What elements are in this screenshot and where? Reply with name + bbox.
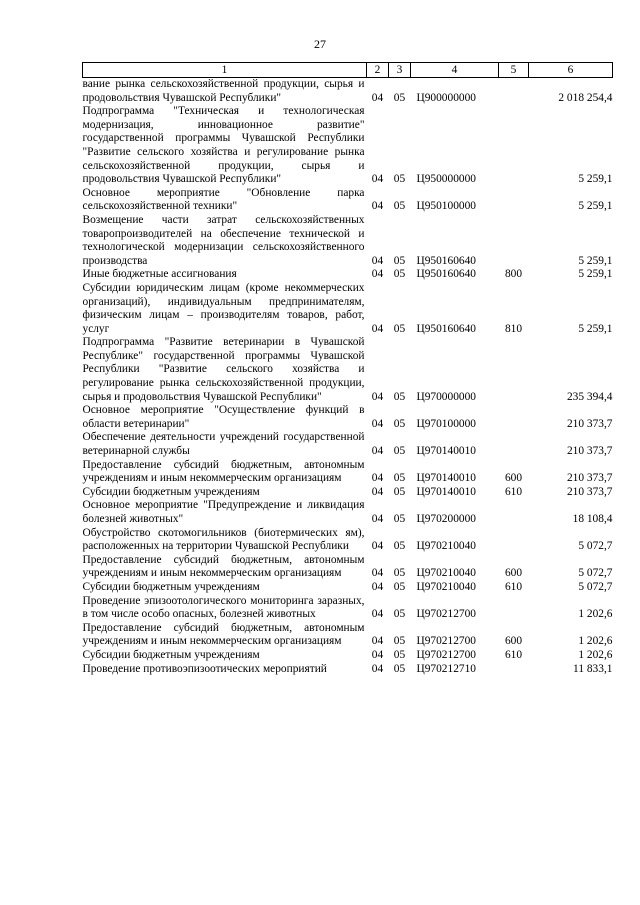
row-subsection-cell: 05 [393,200,406,213]
row-section-cell: 04 [371,580,384,593]
row-section-cell: 04 [371,567,384,580]
row-name-cell: Проведение противоэпизоотических мероприятий [82,662,327,675]
row-expense-type-cell: 610 [504,648,523,661]
row-expense-type-cell [499,595,529,622]
row-subsection-cell: 05 [393,608,406,621]
table-row [83,595,613,622]
row-subsection-cell: 05 [393,580,406,593]
row-expense-type-cell: 610 [504,580,523,593]
column-header-section: 2 [367,63,389,78]
row-target-code-cell: Ц970210040 [416,580,476,593]
table-row [83,459,613,486]
row-name-cell: Субсидии бюджетным учреждениям [82,485,260,498]
row-amount-cell: 1 202,6 [578,648,613,661]
row-name-cell: Основное мероприятие "Обновление парка сельскохозяйственной техники" [82,186,365,213]
row-target-code-cell: Ц970210040 [416,567,476,580]
row-name-cell: Предоставление субсидий бюджетным, автономным учреждениям и иным некоммерческим организациям [82,553,365,580]
row-target-code-cell: Ц970210040 [416,540,476,553]
row-name-cell: Предоставление субсидий бюджетным, автономным учреждениям и иным некоммерческим организациям [82,458,365,485]
row-section-cell: 04 [371,254,384,267]
row-amount-cell: 210 373,7 [566,485,613,498]
row-section-cell: 04 [371,200,384,213]
row-amount-cell: 5 259,1 [578,173,613,186]
row-subsection-cell: 05 [393,513,406,525]
row-target-code-cell: Ц970140010 [416,445,476,458]
row-section-cell: 04 [371,608,384,621]
row-amount-cell: 11 833,1 [573,662,613,675]
row-section-cell: 04 [371,322,384,335]
table-body [83,78,613,677]
row-section-cell: 04 [371,485,384,498]
row-amount-cell: 18 108,4 [572,513,613,525]
row-amount-cell: 5 072,7 [578,580,613,593]
row-amount-cell: 5 072,7 [578,540,613,553]
row-amount-cell: 1 202,6 [578,608,613,621]
row-name-cell: Субсидии бюджетным учреждениям [82,580,260,593]
row-subsection-cell: 05 [393,268,406,281]
row-target-code-cell: Ц950100000 [416,200,476,213]
table-row [83,622,613,649]
row-target-code-cell: Ц970212700 [416,635,476,648]
table-row [83,581,613,595]
column-header-name: 1 [83,63,367,78]
row-expense-type-cell: 600 [504,567,523,580]
row-target-code-cell: Ц970200000 [416,513,476,525]
row-name-cell: Возмещение части затрат сельскохозяйственных товаропроизводителей на обеспечение технической и технологической модернизации сельскохозяйственного производства [82,213,365,267]
table-row [83,187,613,214]
row-subsection-cell: 05 [393,91,406,104]
row-section-cell: 04 [371,445,384,458]
row-subsection-cell: 05 [393,648,406,661]
row-subsection-cell: 05 [393,472,406,485]
row-subsection-cell: 05 [393,445,406,458]
row-target-code-cell: Ц970000000 [416,390,476,403]
row-subsection-cell: 05 [393,390,406,403]
column-header-expense-type: 5 [499,63,529,78]
table-row [83,486,613,500]
row-amount-cell: 235 394,4 [566,390,613,403]
row-subsection-cell: 05 [393,322,406,335]
row-name-cell: Основное мероприятие "Осуществление функций в области ветеринарии" [82,404,365,430]
table-row [83,105,613,187]
table-row [83,431,613,458]
row-amount-cell: 5 259,1 [578,200,613,213]
row-expense-type-cell: 600 [504,472,523,485]
row-target-code-cell: Ц970212710 [416,662,476,675]
row-amount-cell: 210 373,7 [566,417,613,430]
row-expense-type-cell: 800 [504,268,523,281]
row-expense-type-cell [499,527,529,554]
row-target-code-cell: Ц950160640 [416,322,476,335]
row-section-cell: 04 [371,648,384,661]
row-section-cell: 04 [371,390,384,403]
row-subsection-cell: 05 [393,173,406,186]
table-row [83,663,613,677]
row-subsection-cell: 05 [393,567,406,580]
row-target-code-cell: Ц950160640 [416,254,476,267]
row-expense-type-cell [499,214,529,268]
row-name-cell: вание рынка сельскохозяйственной продукции, сырья и продовольствия Чувашской Республики" [82,78,365,104]
row-name-cell: Проведение эпизоотологического мониторинга заразных, в том числе особо опасных, болезней животных [82,594,365,621]
row-expense-type-cell: 810 [504,322,523,335]
row-expense-type-cell [499,663,529,677]
table-header [83,63,613,78]
row-amount-cell: 5 072,7 [578,567,613,580]
row-amount-cell: 210 373,7 [566,472,613,485]
row-target-code-cell: Ц950000000 [416,173,476,186]
row-name-cell: Обустройство скотомогильников (биотермических ям), расположенных на территории Чувашской Республики [82,526,365,553]
row-subsection-cell: 05 [393,635,406,648]
row-section-cell: 04 [371,540,384,553]
table-row [83,336,613,404]
page-number: 27 [314,37,326,51]
table-row [83,268,613,282]
row-subsection-cell: 05 [393,662,406,675]
row-expense-type-cell [499,78,529,106]
row-name-cell: Иные бюджетные ассигнования [82,268,237,281]
row-amount-cell: 210 373,7 [566,445,613,458]
row-expense-type-cell [499,336,529,404]
row-expense-type-cell [499,404,529,431]
table-row [83,214,613,268]
row-expense-type-cell [499,187,529,214]
row-target-code-cell: Ц970140010 [416,485,476,498]
row-expense-type-cell: 610 [504,485,523,498]
row-section-cell: 04 [371,662,384,675]
column-header-subsection: 3 [389,63,411,78]
row-target-code-cell: Ц950160640 [416,268,476,281]
row-expense-type-cell: 600 [504,635,523,648]
row-amount-cell: 5 259,1 [578,268,613,281]
row-expense-type-cell [499,499,529,526]
row-subsection-cell: 05 [393,540,406,553]
row-section-cell: 04 [371,173,384,186]
row-section-cell: 04 [371,91,384,104]
table-row [83,404,613,431]
row-subsection-cell: 05 [393,254,406,267]
row-name-cell: Субсидии юридическим лицам (кроме некоммерческих организаций), индивидуальным предпринимателям, физическим лицам – производителям товаров, работ, услуг [82,281,365,335]
row-subsection-cell: 05 [393,417,406,430]
row-target-code-cell: Ц970140010 [416,472,476,485]
row-amount-cell: 2 018 254,4 [558,91,613,104]
column-header-amount: 6 [529,63,613,78]
table-row [83,554,613,581]
row-expense-type-cell [499,431,529,458]
row-name-cell: Подпрограмма "Техническая и технологическая модернизация, инновационное развитие" государственной программы Чувашской Республики "Развитие сельского хозяйства и регулирование рынка сельскохозяйственной продукции, сырья и продовольствия Чувашской Республики" [82,105,365,186]
row-section-cell: 04 [371,513,384,525]
row-target-code-cell: Ц970212700 [416,648,476,661]
row-target-code-cell: Ц900000000 [416,91,476,104]
row-section-cell: 04 [371,635,384,648]
budget-table [82,62,613,676]
row-section-cell: 04 [371,472,384,485]
row-amount-cell: 5 259,1 [578,322,613,335]
row-name-cell: Предоставление субсидий бюджетным, автономным учреждениям и иным некоммерческим организациям [82,621,365,648]
row-section-cell: 04 [371,417,384,430]
row-name-cell: Подпрограмма "Развитие ветеринарии в Чувашской Республике" государственной программы Чувашской Республики "Развитие сельского хозяйства и регулирование рынка сельскохозяйственной продукции, сырья и продовольствия Чувашской Республики" [82,336,365,403]
table-row [83,78,613,106]
column-header-target-code: 4 [411,63,499,78]
row-name-cell: Субсидии бюджетным учреждениям [82,648,260,661]
row-target-code-cell: Ц970212700 [416,608,476,621]
row-expense-type-cell [499,105,529,187]
table-row [83,527,613,554]
row-amount-cell: 1 202,6 [578,635,613,648]
table-row [83,499,613,526]
row-amount-cell: 5 259,1 [578,254,613,267]
table-row [83,282,613,336]
row-name-cell: Обеспечение деятельности учреждений государственной ветеринарной службы [82,431,365,458]
row-target-code-cell: Ц970100000 [416,417,476,430]
table-row [83,649,613,663]
row-name-cell: Основное мероприятие "Предупреждение и ликвидация болезней животных" [82,499,365,525]
row-subsection-cell: 05 [393,485,406,498]
row-section-cell: 04 [371,268,384,281]
